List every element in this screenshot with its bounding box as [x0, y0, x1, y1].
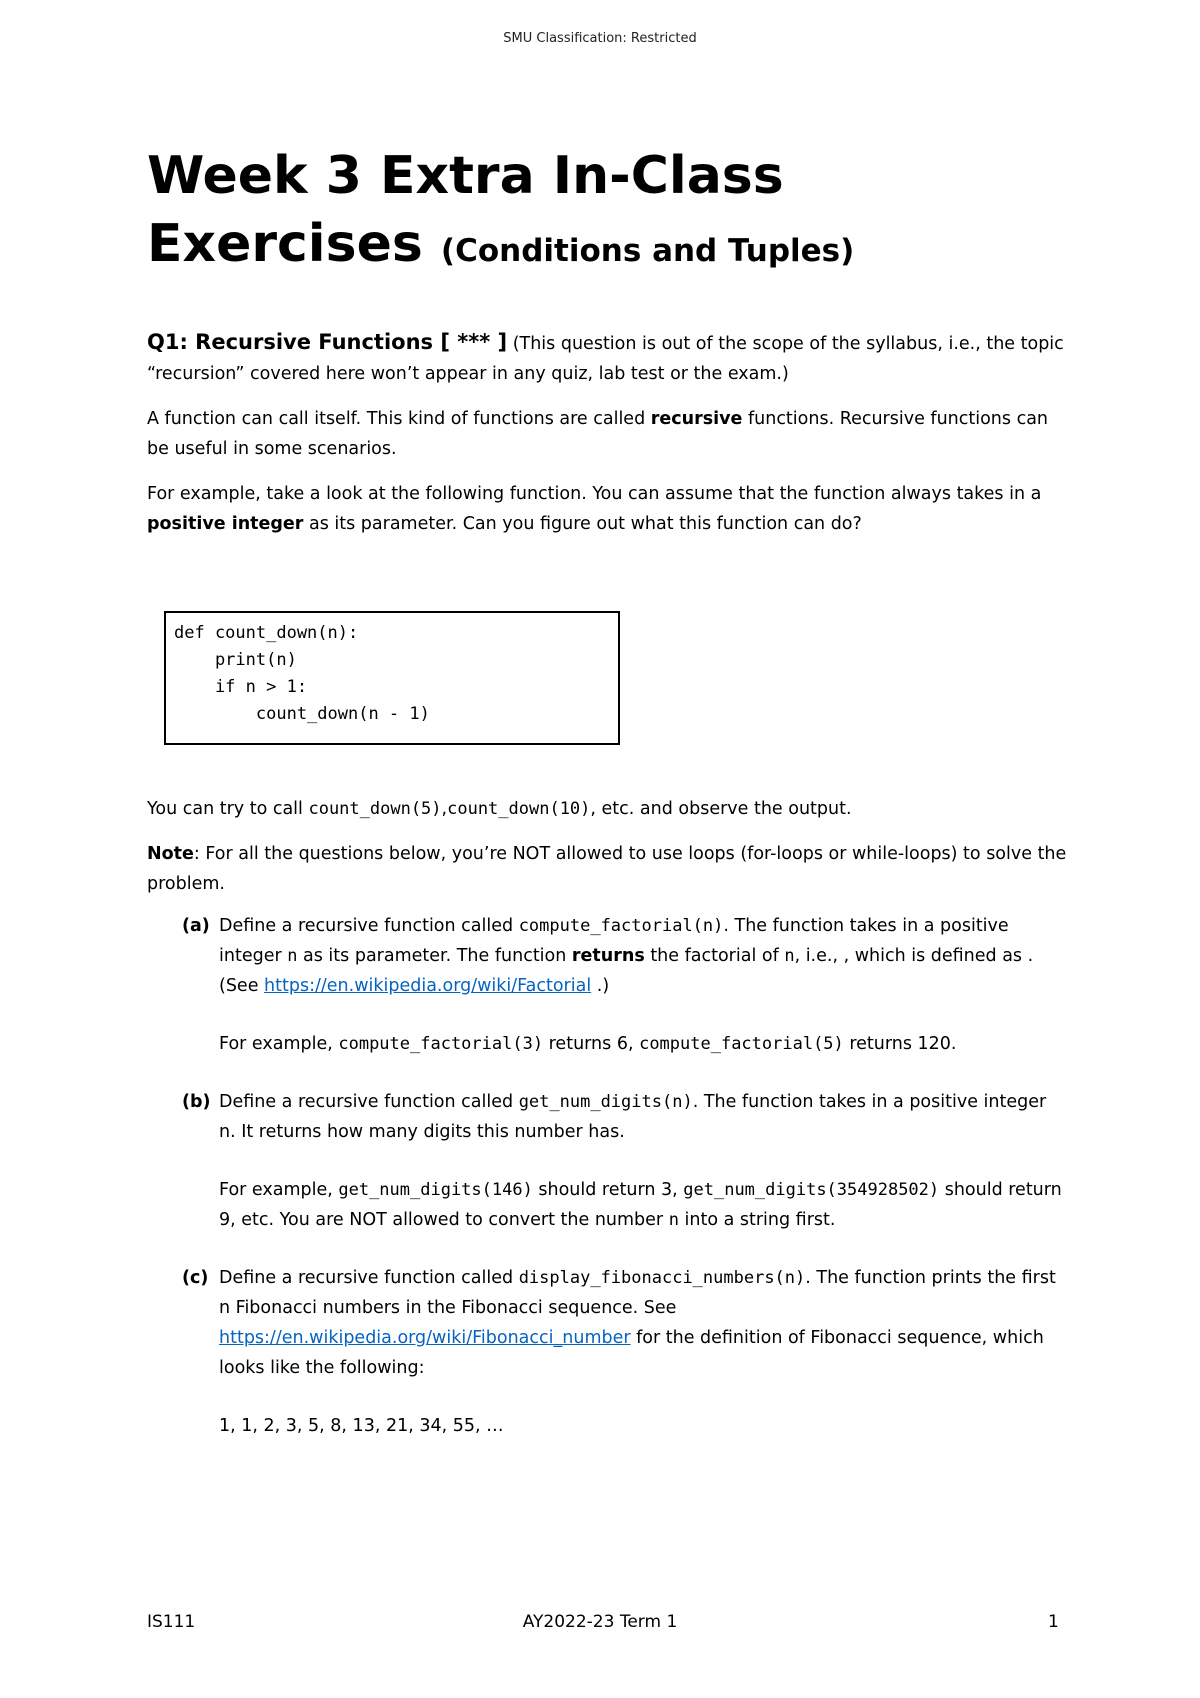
example-code: get_num_digits(146) — [338, 1180, 533, 1200]
part-a — [147, 911, 1067, 1059]
q1-section — [147, 327, 1067, 554]
part-a-label: (a) — [182, 916, 210, 936]
try-code-2: count_down(10) — [447, 799, 591, 819]
q1-scope-note: (This question is out of the scope of the syllabus, i.e., the topic “recursion” covered here won’t appear in any quiz, lab test or the exam.) — [147, 334, 1064, 384]
example-code: compute_factorial(5) — [639, 1034, 844, 1054]
part-text: Define a recursive function called — [219, 1092, 519, 1112]
part-bold: returns — [571, 946, 645, 966]
part-text: . The function takes in a positive integer n. It returns how many digits this number has. — [219, 1092, 1047, 1142]
fibonacci-sequence: 1, 1, 2, 3, 5, 8, 13, 21, 34, 55, … — [219, 1416, 504, 1436]
part-a-text — [219, 911, 1067, 1001]
example-bold: positive integer — [147, 514, 304, 534]
page-number: 1 — [1048, 1612, 1059, 1632]
example-text: into a string first. — [678, 1210, 836, 1230]
fibonacci-link[interactable]: https://en.wikipedia.org/wiki/Fibonacci_number — [219, 1328, 631, 1348]
try-separator: , — [441, 799, 448, 819]
part-c-text — [219, 1263, 1067, 1383]
classification-label: SMU Classification: Restricted — [503, 31, 697, 46]
code-line: if n > 1: — [174, 677, 308, 697]
example-text: For example, — [219, 1034, 339, 1054]
part-code: display_fibonacci_numbers(n) — [518, 1268, 806, 1288]
code-line: count_down(n - 1) — [174, 704, 430, 724]
try-text: You can try to call — [147, 799, 309, 819]
part-b-example — [219, 1175, 1067, 1235]
part-b-label: (b) — [182, 1092, 211, 1112]
page-title — [147, 142, 854, 285]
code-box — [164, 611, 620, 745]
intro-text-end: functions. Recursive functions can be useful in some scenarios. — [147, 409, 1049, 459]
example-intro — [147, 479, 1067, 539]
intro-text: A function can call itself. This kind of functions are called — [147, 409, 651, 429]
title-line-1: Week 3 Extra In-Class — [147, 146, 784, 206]
note-text: : For all the questions below, you’re NOT allowed to use loops (for-loops or while-loops) to solve the problem. — [147, 844, 1067, 894]
intro-bold: recursive — [650, 409, 743, 429]
part-c-label: (c) — [182, 1268, 209, 1288]
example-code: compute_factorial(3) — [338, 1034, 544, 1054]
part-code: get_num_digits(n) — [518, 1092, 693, 1112]
note-bold: Note — [147, 844, 194, 864]
part-text: for the definition of Fibonacci sequence, which looks like the following: — [219, 1328, 1044, 1378]
part-c — [147, 1263, 1067, 1441]
factorial-link[interactable]: https://en.wikipedia.org/wiki/Factorial — [264, 976, 592, 996]
part-text: as its parameter. The function — [297, 946, 572, 966]
footer-term: AY2022-23 Term 1 — [522, 1612, 678, 1632]
example-text: For example, — [219, 1180, 339, 1200]
try-section — [147, 794, 1067, 914]
example-code: get_num_digits(354928502) — [683, 1180, 940, 1200]
part-code: compute_factorial(n) — [518, 916, 724, 936]
example-code: n — [668, 1210, 679, 1230]
example-text-end: as its parameter. Can you figure out what this function can do? — [303, 514, 862, 534]
q1-heading: Q1: Recursive Functions [ *** ] — [147, 330, 508, 354]
try-text-end: , etc. and observe the output. — [590, 799, 852, 819]
q1-heading-paragraph — [147, 327, 1067, 389]
example-text: should return 3, — [532, 1180, 684, 1200]
part-a-example — [219, 1029, 1067, 1059]
title-line-2: Exercises — [147, 214, 423, 274]
recursion-intro — [147, 404, 1067, 464]
note-paragraph — [147, 839, 1067, 899]
part-code: n — [287, 946, 298, 966]
part-text: . The function prints the first n Fibonacci numbers in the Fibonacci sequence. See — [219, 1268, 1056, 1318]
footer-course: IS111 — [147, 1612, 196, 1632]
part-text: , i.e., , which is defined as . (See — [219, 946, 1034, 996]
example-text: returns 6, — [543, 1034, 640, 1054]
part-b-text — [219, 1087, 1067, 1147]
part-text: .) — [591, 976, 610, 996]
part-text: Define a recursive function called — [219, 1268, 519, 1288]
part-text: the factorial of — [644, 946, 785, 966]
part-text: Define a recursive function called — [219, 916, 519, 936]
example-text: returns 120. — [843, 1034, 957, 1054]
part-b — [147, 1087, 1067, 1235]
try-paragraph — [147, 794, 1067, 824]
example-text: should return 9, etc. You are NOT allowed to convert the number — [219, 1180, 1062, 1230]
try-code-1: count_down(5) — [308, 799, 442, 819]
example-text: For example, take a look at the following function. You can assume that the function always takes in a — [147, 484, 1042, 504]
code-line: print(n) — [174, 650, 297, 670]
code-line: def count_down(n): — [174, 623, 359, 643]
part-code: n — [784, 946, 795, 966]
title-subtitle: (Conditions and Tuples) — [440, 233, 855, 269]
part-text: . The function takes in a positive integer — [219, 916, 1009, 966]
question-parts — [147, 911, 1067, 1469]
